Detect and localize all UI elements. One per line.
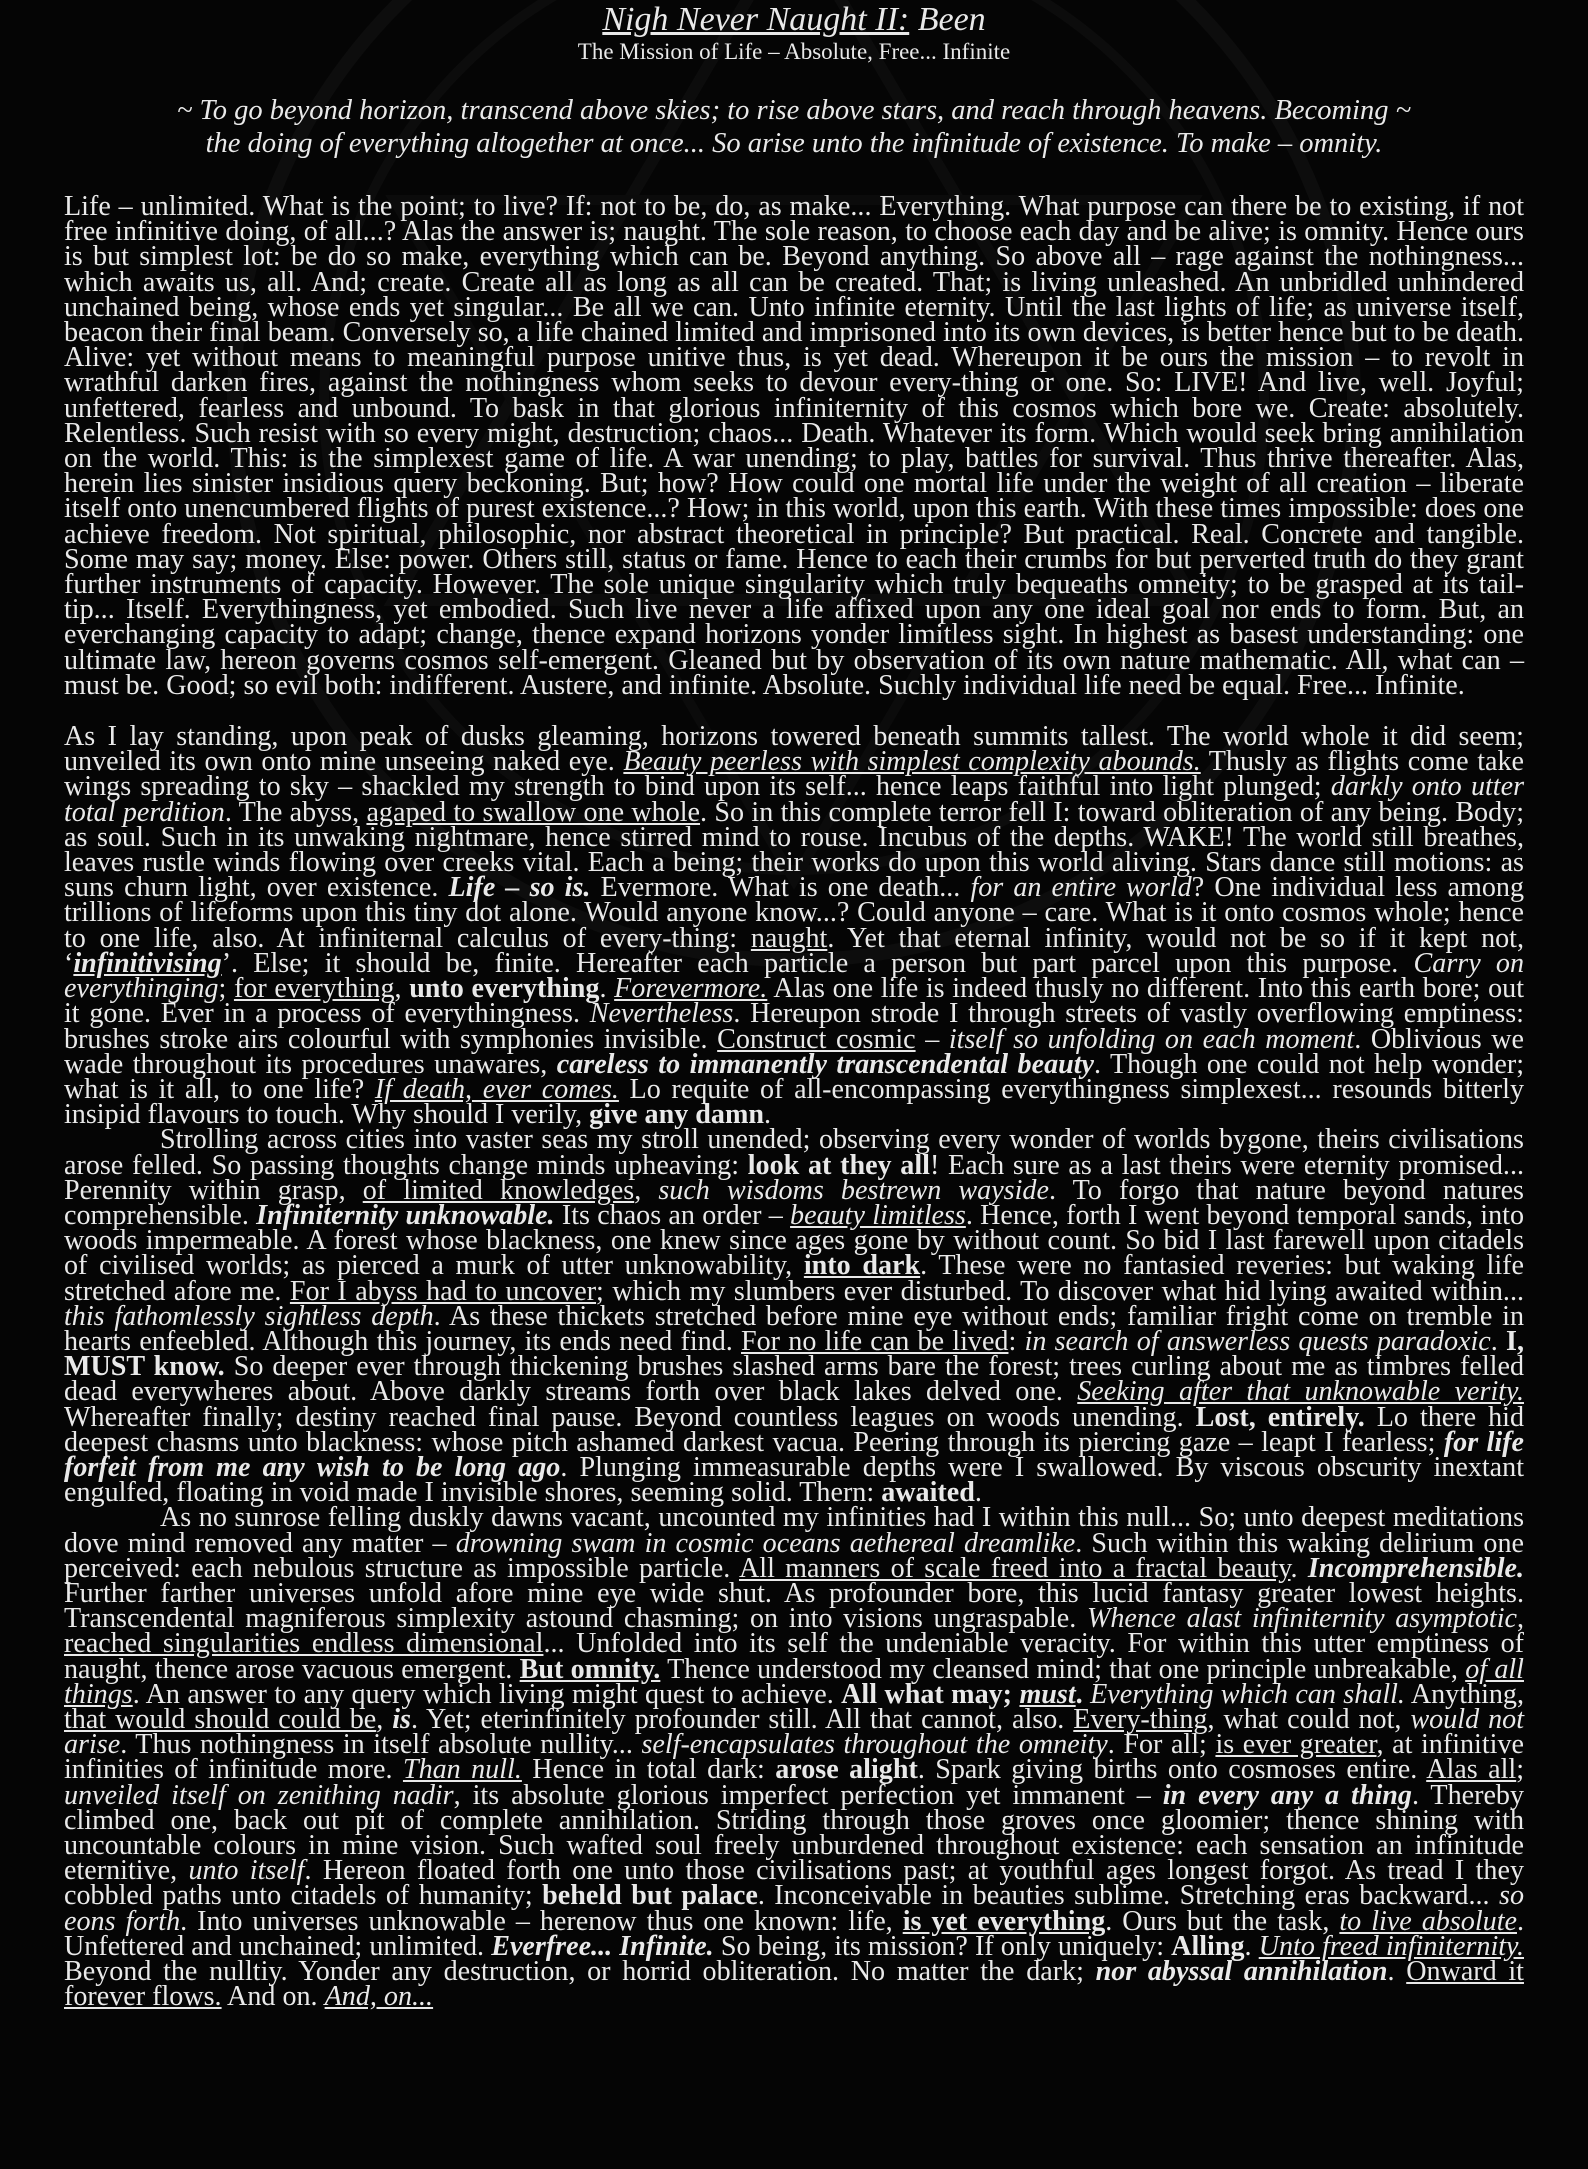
text-run: .: [1075, 1678, 1083, 1710]
text-run: . Though one could not help wonder; what is it all, to one life?: [64, 1048, 1525, 1105]
text-run: Construct cosmic: [717, 1023, 916, 1055]
paragraph-2: [64, 721, 1525, 1131]
text-run: And on.: [221, 1981, 325, 2013]
text-run: Beauty peerless with simplest complexity abounds.: [623, 746, 1201, 778]
text-run: Every-thing: [1073, 1703, 1208, 1735]
epigraph-line-2: the doing of everything altogether at once... So arise unto the infinitude of existence. To make – omnity.: [205, 128, 1383, 159]
text-run: Nevertheless: [589, 998, 734, 1030]
text-run: ’. Else; it should be, finite. Hereafter each particle a person but part parcel upon this purpose.: [221, 947, 1414, 979]
document-page: [64, 0, 1525, 2013]
text-run: .: [1244, 1930, 1259, 1962]
text-run: . These were no fantasied reveries: but waking life stretched afore me.: [64, 1250, 1524, 1307]
text-run: would not arise: [64, 1703, 1525, 1761]
text-run: infinitivising: [73, 947, 222, 979]
text-run: . Ours but the task,: [1105, 1905, 1340, 1937]
text-run: such wisdoms bestrewn wayside: [658, 1174, 1049, 1206]
text-run: for an entire world: [970, 872, 1192, 904]
text-run: I, MUST know.: [64, 1325, 1524, 1383]
text-run: For no life can be lived: [741, 1325, 1009, 1357]
text-run: is: [392, 1703, 411, 1735]
text-run: Beyond the nulltiy. Yonder any destruction, or horrid obliteration. No matter the dark;: [64, 1956, 1096, 1988]
text-run: Than null.: [402, 1754, 522, 1786]
text-run: Lost, entirely.: [1195, 1401, 1365, 1433]
text-run: As I lay standing, upon peak of dusks gleaming, horizons towered beneath summits tallest. The world whole it did seem; unveiled its own onto mine unseeing naked eye.: [64, 721, 1524, 778]
text-run: ? One individual less among trillions of lifeforms upon this tiny dot alone. Would anyone know...? Could anyone – care. What is it onto cosmos whole; hence to one life, also. At infiniternal calculus of every-thing:: [64, 872, 1524, 954]
text-run: . Hereupon strode I through streets of vastly overflowing emptiness: brushes stroke airs colourful with symphonies invisible.: [64, 998, 1524, 1055]
text-run: awaited: [881, 1477, 975, 1509]
text-run: . Thus nothingness in itself absolute nullity...: [120, 1729, 642, 1761]
text-run: All what may;: [841, 1678, 1020, 1710]
paragraph-1: Life – unlimited. What is the point; to live? If: not to be, do, as make... Everything. What purpose can there be to existing, if not free infinitive doing, of all...? Alas the answer is; naught. The sole reason, to choose each day and be alive; is omnity. Hence ours is but simplest lot: be do so make, everything which can be. Beyond anything. So above all – rage against the nothingness... which awaits us, all. And; create. Create all as long as all can be created. That; is living unleashed. An unbridled unhindered unchained being, whose ends yet singular... Be all we can. Unto infinite eternity. Until the last lights of life; as universe itself, beacon their final beam. Conversely so, a life chained limited and imprisoned into its own devices, is better hence but to be death. Alive: yet without means to meaningful purpose unitive thus, is yet dead. Whereupon it be ours the mission – to revolt in wrathful darken fires, against the nothingness whom seeks to devour every-thing or one. So: LIVE! And live, well. Joyful; unfettered, fearless and unbound. To bask in that glorious infiniternity of this cosmos which bore we. Create: absolutely. Relentless. Such resist with so every might, destruction; chaos... Death. Whatever its form. Which would seek bring annihilation on the world. This: is the simplexest game of life. A war unending; to play, battles for survival. Thus thrive thereafter. Alas, herein lies sinister insidious query beckoning. But; how? How could one mortal life under the weight of all creation – liberate itself onto unencumbered flights of purest existence...? How; in this world, upon this earth. With these times impossible: does one achieve freedom. Not spiritual, philosophic, nor abstract theoretical in principle? But practical. Real. Concrete and tangible. Some may say; money. Else: power. Others still, status or fame. Hence to each their crumbs for but perverted truth do they grant further instruments of capacity. However. The sole unique singularity which truly bequeaths omneity; to be grasped at its tail-tip... Itself. Everythingness, yet embodied. Such live never a life affixed upon any one ideal goal nor ends to form. But, an everchanging capacity to adapt; change, thence expand horizons yonder limitless sight. In highest as basest understanding: one ultimate law, hereon governs cosmos self-emergent. Gleaned but by observation of its own nature mathematic. All, what can – must be. Good; so evil both: indifferent. Austere, and infinite. Absolute. Suchly individual life need be equal. Free... Infinite.: [64, 191, 1524, 701]
text-run: into dark: [803, 1250, 921, 1282]
text-run: Everything which can shall.: [1090, 1678, 1405, 1710]
text-run: for life forfeit from me any wish to be long ago: [64, 1426, 1524, 1483]
text-run: naught: [750, 922, 828, 954]
text-run: . As these thickets stretched before mine eye without ends; familiar fright come on tremble in hearts enfeebled. Although this journey, its ends need find.: [64, 1300, 1524, 1357]
text-run: . To forgo that nature beyond natures comprehensible.: [64, 1174, 1524, 1231]
text-run: :: [1008, 1325, 1025, 1357]
text-run: Life – so is.: [448, 872, 591, 904]
text-run: As no sunrose felling duskly dawns vacant, uncounted my infinities had I within this null... So; unto deepest meditations dove mind removed any matter –: [64, 1502, 1524, 1559]
text-run: Evermore. What is one death...: [590, 872, 971, 904]
text-run: is yet everything: [902, 1905, 1106, 1937]
text-run: Infiniternity unknowable.: [256, 1199, 555, 1231]
text-run: so eons forth: [64, 1880, 1525, 1937]
text-run: unveiled itself on zenithing nadir: [64, 1779, 454, 1811]
text-run: Hence in total dark:: [521, 1754, 776, 1786]
text-run: , what could not,: [1207, 1703, 1411, 1735]
text-run: .: [1290, 1552, 1308, 1584]
epigraph: [64, 94, 1524, 160]
text-run: . Hence, forth I went beyond temporal sands, into woods impermeable. A forest whose blackness, one knew since ages gone by without count. So bid I last farewell upon citadels of civilised worlds; as pierced a murk of utter unknowability,: [64, 1199, 1524, 1282]
text-run: Thence understood my cleansed mind; that one principle unbreakable,: [660, 1653, 1466, 1685]
text-run: ,: [1516, 1603, 1524, 1635]
text-run: Carry on everythinging: [64, 947, 1524, 1005]
text-run: . Thereby climbed one, back out pit of complete annihilation. Striding through those groves once gloomier; thence shining with uncountable colours in mine vision. Such wafted soul freely unburdened throughout existence: each sensation an infinitude eternitive,: [64, 1779, 1525, 1887]
text-run: itself so unfolding on each moment: [948, 1023, 1355, 1055]
text-run: Onward it forever flows.: [64, 1956, 1524, 2013]
text-run: , its absolute glorious imperfect perfection yet immanent –: [453, 1779, 1163, 1811]
text-run: . For all;: [1107, 1729, 1216, 1761]
text-run: Incomprehensible.: [1307, 1552, 1525, 1584]
text-run: . Unfettered and unchained; unlimited.: [64, 1905, 1524, 1962]
text-run: . Hereon floated forth one unto those civilisations past; at youthful ages longest forgot. As tread I they cobbled paths unto citadels of humanity;: [64, 1855, 1524, 1912]
text-run: . Into universes unknowable – herenow thus one known: life,: [180, 1905, 903, 1937]
text-run: unto everything: [409, 973, 600, 1005]
text-run: . Oblivious we wade throughout its procedures unawares,: [64, 1023, 1525, 1080]
text-run: .: [1490, 1325, 1507, 1357]
text-run: . Spark giving births onto cosmoses entire.: [917, 1754, 1427, 1786]
text-run: For I abyss had to uncover: [289, 1275, 597, 1307]
text-run: in search of answerless quests paradoxic: [1024, 1325, 1491, 1357]
text-run: look at they all: [747, 1149, 930, 1181]
text-run: ... Unfolded into its self the undeniable veracity. For within this utter emptiness of naught, thence arose vacuous emergent.: [64, 1628, 1524, 1685]
text-run: ,: [394, 973, 410, 1005]
text-run: . Plunging immeasurable depths were I swallowed. By viscous obscurity inextant engulfed, floating in void made I invisible shores, seeming solid. Thern:: [64, 1451, 1524, 1509]
text-run: drowning swam in cosmic oceans aethereal dreamlike: [455, 1527, 1076, 1559]
text-run: Unto freed infiniternity.: [1258, 1930, 1524, 1962]
paragraph-3: [64, 1124, 1524, 1509]
text-run: agaped to swallow one whole: [366, 796, 701, 828]
text-run: ! Each sure as a last theirs were eternity promised... Perennity within grasp,: [64, 1149, 1524, 1206]
text-run: ;: [1516, 1754, 1524, 1786]
text-run: Alling: [1171, 1930, 1245, 1962]
text-run: beheld but palace: [542, 1880, 758, 1912]
text-run: in every any a thing: [1162, 1779, 1412, 1811]
text-run: that would should could be: [64, 1703, 377, 1735]
text-run: But omnity.: [519, 1653, 661, 1685]
text-run: . An answer to any query which living might quest to achieve.: [132, 1678, 842, 1710]
text-run: .: [1387, 1956, 1407, 1988]
text-run: Whence alast infiniternity asymptotic: [1086, 1603, 1517, 1635]
text-run: to live absolute: [1339, 1905, 1517, 1937]
paragraph-4: [64, 1502, 1525, 2013]
text-run: ;: [218, 973, 234, 1005]
text-run: Alas all: [1426, 1754, 1517, 1786]
text-run: Lo requite of all-encompassing everythingness simplexest... resounds bitterly insipid flavours to touch. Why should I verily,: [64, 1073, 1524, 1131]
text-run: Seeking after that unknowable verity.: [1077, 1376, 1524, 1408]
text-run: .: [974, 1477, 982, 1509]
text-run: .: [599, 973, 615, 1005]
text-run: of all things: [64, 1653, 1524, 1710]
text-run: . Such within this waking delirium one perceived: each nebulous structure as impossible particle.: [64, 1527, 1524, 1584]
document-subtitle: The Mission of Life – Absolute, Free... Infinite: [577, 39, 1011, 64]
text-run: Anything,: [1404, 1678, 1524, 1710]
text-run: this fathomlessly sightless depth: [64, 1300, 434, 1332]
text-run: Everfree... Infinite.: [491, 1930, 714, 1962]
text-run: must: [1019, 1678, 1076, 1710]
title-tail: Been: [909, 1, 986, 38]
text-run: darkly onto utter total perdition: [64, 771, 1525, 828]
text-run: Thusly as flights come take wings spreading to sky – shackled my strength to bind upon its self... hence leaps faithful into light plunged;: [64, 746, 1524, 803]
text-run: Whereafter finally; destiny reached final pause. Beyond countless leagues on woods unending.: [64, 1401, 1196, 1433]
text-run: . Inconceivable in beauties sublime. Stretching eras backward...: [757, 1880, 1500, 1912]
text-run: . So in this complete terror fell I: toward obliteration of any being. Body; as soul. Such in its unwaking nightmare, hence stirred mind to rouse. Incubus of the depths. WAKE! The world still breathes, leaves rustle winds flowing over creeks vital. Each a being; their works do upon this world aliving. Stars dance still motions: as suns churn light, over existence.: [64, 796, 1524, 904]
text-run: Forevermore.: [614, 973, 768, 1005]
text-run: .: [763, 1099, 772, 1131]
text-run: unto itself: [188, 1855, 305, 1887]
text-run: give any damn: [589, 1099, 764, 1131]
text-run: Its chaos an order –: [554, 1199, 791, 1231]
text-run: . Yet; eterinfinitely profounder still. All that cannot, also.: [411, 1703, 1074, 1735]
text-run: arose alight: [775, 1754, 918, 1786]
text-run: And, on...: [324, 1981, 434, 2013]
document-title: [64, 2, 1524, 38]
text-run: All manners of scale freed into a fractal beauty: [738, 1552, 1291, 1584]
text-run: for everything: [233, 973, 395, 1005]
text-run: . Yet that eternal infinity, would not be so if it kept not, ‘: [64, 922, 1524, 979]
text-run: , at infinitive infinities of infinitude more.: [64, 1729, 1524, 1786]
text-run: reached singularities endless dimensional: [64, 1628, 544, 1660]
text-run: –: [915, 1023, 949, 1055]
title-main: Nigh Never Naught II:: [602, 1, 910, 38]
epigraph-line-1: ~ To go beyond horizon, transcend above skies; to rise above stars, and reach through heavens. Becoming ~: [176, 95, 1411, 126]
text-run: beauty limitless: [790, 1199, 966, 1231]
text-run: nor abyssal annihilation: [1095, 1956, 1388, 1988]
text-run: self-encapsulates throughout the omneity: [641, 1729, 1108, 1761]
text-run: of limited knowledges: [362, 1174, 635, 1206]
text-run: Alas one life is indeed thusly no different. Into this earth bore; out it gone. Ever in a process of everythingness.: [64, 973, 1525, 1030]
text-run: is ever greater: [1215, 1729, 1377, 1761]
text-run: . The abyss,: [224, 796, 367, 828]
text-run: Lo there hid deepest chasms unto blackness: whose pitch ashamed darkest vacua. Peering through its piercing gaze – leapt I fearless;: [64, 1401, 1524, 1458]
text-run: careless to immanently transcendental beauty: [556, 1048, 1095, 1080]
text-run: If death, ever comes.: [374, 1073, 619, 1105]
text-run: So deeper ever through thickening brushes slashed arms bare the forest; trees curling about me as timbres felled dead everywheres about. Above darkly streams forth over black lakes delved one.: [64, 1351, 1524, 1408]
text-run: ,: [634, 1174, 659, 1206]
text-run: Strolling across cities into vaster seas my stroll unended; observing every wonder of worlds bygone, theirs civilisations arose felled. So passing thoughts change minds upheaving:: [64, 1124, 1524, 1181]
text-run: So being, its mission? If only uniquely:: [713, 1930, 1172, 1962]
text-run: Further farther universes unfold afore mine eye wide shut. As profounder bore, this lucid fantasy greater lowest heights. Transcendental magniferous simplexity astound chasming; on into visions ungraspable.: [64, 1577, 1524, 1635]
text-run: ; which my slumbers ever disturbed. To discover what hid lying awaited within...: [596, 1275, 1524, 1307]
text-run: ,: [376, 1703, 393, 1735]
